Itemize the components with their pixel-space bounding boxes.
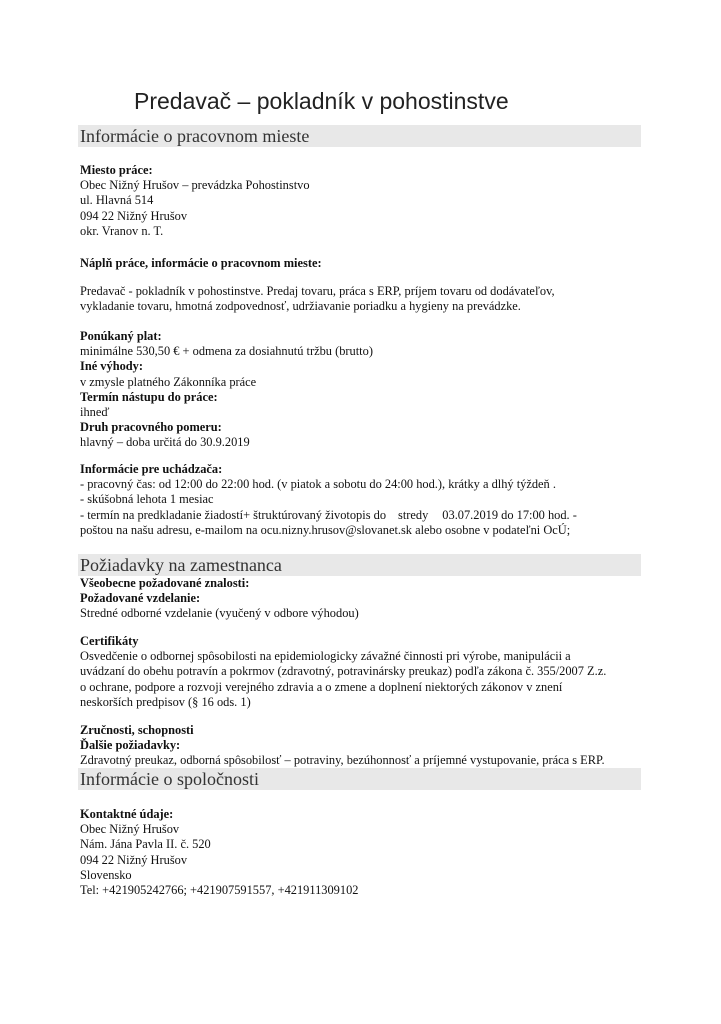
deadline-day: stredy — [398, 507, 429, 522]
duties-line: vykladanie tovaru, hmotná zodpovednosť, udržiavanie poriadku a hygieny na prevádzke. — [80, 299, 521, 314]
applicant-info-line: poštou na našu adresu, e-mailom na ocu.nizny.hrusov@slovanet.sk alebo osobne v podateľni OcÚ; — [80, 522, 571, 537]
applicant-info-line — [80, 508, 577, 523]
workplace-line: Obec Nižný Hrušov – prevádzka Pohostinstvo — [80, 178, 310, 193]
education-value: Stredné odborné vzdelanie (vyučený v odbore výhodou) — [80, 606, 359, 621]
skills-label: Zručnosti, schopnosti — [80, 723, 194, 737]
conditions-block — [80, 329, 373, 451]
workplace-label: Miesto práce: — [80, 163, 153, 177]
contact-phone: Tel: +421905242766; +421907591557, +421911309102 — [80, 883, 359, 898]
skills-block — [80, 723, 605, 769]
workplace-block — [80, 163, 310, 239]
benefits-value: v zmysle platného Zákonníka práce — [80, 374, 257, 389]
other-requirements-value: Zdravotný preukaz, odborná spôsobilosť – potraviny, bezúhonnosť a príjemné vystupovanie, práca s ERP. — [80, 753, 605, 768]
duties-label-block — [80, 256, 322, 271]
certificates-label: Certifikáty — [80, 634, 139, 648]
workplace-line: okr. Vranov n. T. — [80, 223, 164, 238]
duties-block — [80, 284, 555, 314]
duties-label: Náplň práce, informácie o pracovnom mieste: — [80, 256, 322, 270]
deadline-date: 03.07.2019 do 17:00 hod. - — [442, 507, 577, 522]
applicant-info-label: Informácie pre uchádzača: — [80, 462, 223, 476]
applicant-info-block — [80, 462, 577, 538]
contact-line: 094 22 Nižný Hrušov — [80, 852, 188, 867]
knowledge-label: Všeobecne požadované znalosti: — [80, 576, 250, 590]
employment-value: hlavný – doba určitá do 30.9.2019 — [80, 435, 250, 450]
contact-line: Obec Nižný Hrušov — [80, 822, 180, 837]
contact-line: Nám. Jána Pavla II. č. 520 — [80, 837, 211, 852]
certificates-line: o ochrane, podpore a rozvoji verejného zdravia a o zmene a doplnení niektorých zákonov v znení — [80, 679, 563, 694]
benefits-label: Iné výhody: — [80, 359, 143, 374]
certificates-line: Osvedčenie o odbornej spôsobilosti na epidemiologicky závažné činnosti pri výrobe, manipulácii a — [80, 649, 571, 664]
certificates-block — [80, 634, 606, 710]
contact-line: Slovensko — [80, 867, 132, 882]
other-requirements-label: Ďalšie požiadavky: — [80, 738, 181, 753]
workplace-line: 094 22 Nižný Hrušov — [80, 208, 188, 223]
applicant-info-line: - pracovný čas: od 12:00 do 22:00 hod. (v piatok a sobotu do 24:00 hod.), krátky a dlhý týždeň . — [80, 477, 556, 492]
requirements-block — [80, 576, 359, 622]
deadline-text: - termín na predkladanie žiadostí+ štruktúrovaný životopis do — [80, 507, 387, 522]
start-value: ihneď — [80, 405, 110, 420]
applicant-info-line: - skúšobná lehota 1 mesiac — [80, 492, 214, 507]
salary-value: minimálne 530,50 € + odmena za dosiahnutú tržbu (brutto) — [80, 344, 373, 359]
certificates-line: neskorších predpisov (§ 16 ods. 1) — [80, 694, 251, 709]
document-title: Predavač – pokladník v pohostinstve — [134, 88, 509, 114]
duties-line: Predavač - pokladník v pohostinstve. Predaj tovaru, práca s ERP, príjem tovaru od dodávateľov, — [80, 284, 555, 298]
employment-label: Druh pracovného pomeru: — [80, 420, 222, 435]
workplace-line: ul. Hlavná 514 — [80, 193, 154, 208]
section-heading-requirements: Požiadavky na zamestnanca — [80, 555, 282, 575]
start-label: Termín nástupu do práce: — [80, 389, 218, 404]
salary-label: Ponúkaný plat: — [80, 329, 162, 343]
section-heading-job-info: Informácie o pracovnom mieste — [80, 126, 310, 146]
certificates-line: uvádzaní do obehu potravín a pokrmov (zdravotný, potravinársky preukaz) podľa zákona č. 355/2007 Z.z. — [80, 664, 607, 679]
contact-block — [80, 807, 358, 898]
education-label: Požadované vzdelanie: — [80, 591, 201, 606]
section-heading-company: Informácie o spoločnosti — [80, 769, 259, 789]
contact-label: Kontaktné údaje: — [80, 807, 174, 821]
